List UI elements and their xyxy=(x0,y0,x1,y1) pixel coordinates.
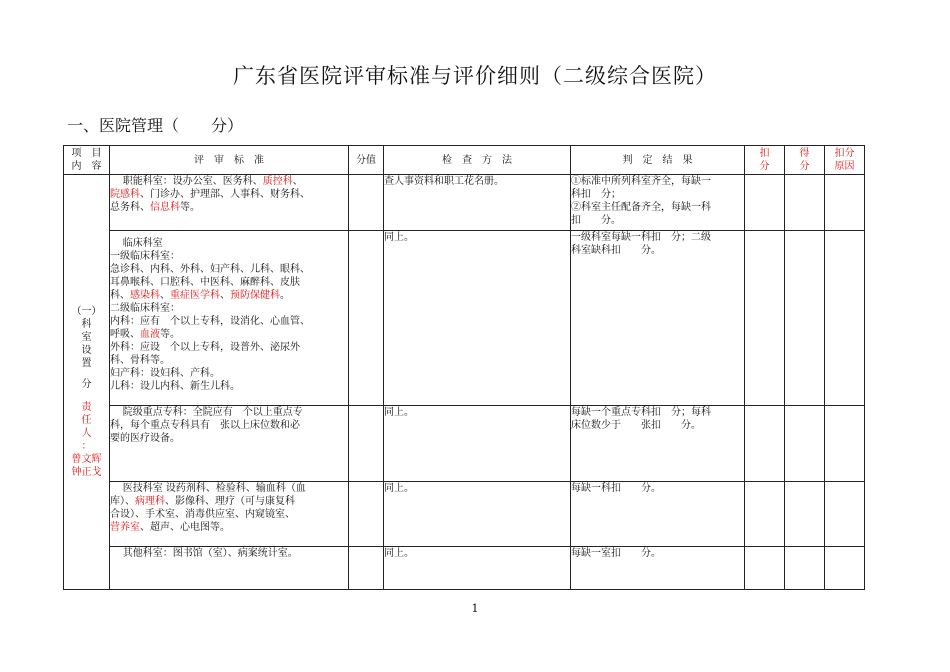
highlighted-department: 营养室 xyxy=(110,522,140,533)
responsible-label: 任 xyxy=(81,415,92,426)
score-cell xyxy=(349,231,384,406)
header-earned xyxy=(785,146,825,175)
score-cell xyxy=(349,406,384,482)
criteria-text: 、 xyxy=(160,290,170,301)
header-score: 分值 xyxy=(349,146,384,175)
reason-cell xyxy=(825,231,865,406)
criteria-text: 院级重点专科：全院应有 个以上重点专 科，每个重点专科具有 张以上床位数和必 要的医疗设备。 xyxy=(110,407,303,444)
header-reason-bottom: 原因 xyxy=(834,161,855,172)
deduct-cell xyxy=(745,231,785,406)
result-cell: 每缺一科扣 分。 xyxy=(571,482,745,547)
responsible-person: 曾文辉 xyxy=(71,454,102,465)
deduct-cell xyxy=(745,406,785,482)
deduct-cell xyxy=(745,547,785,590)
earned-cell xyxy=(785,406,825,482)
document-title: 广东省医院评审标准与评价细则（二级综合医院） xyxy=(233,64,717,88)
deduct-cell xyxy=(745,175,785,231)
criteria-text: 临床科室 一级临床科室： 急诊科、内科、外科、妇产科、儿科、眼科、 耳鼻喉科、口腔科、中医科、麻醉科、皮肤 科、 xyxy=(110,238,310,301)
criteria-text: 其他科室：图书馆（室）、病案统计室。 xyxy=(110,548,298,559)
table-header-row xyxy=(64,146,865,175)
criteria-cell xyxy=(110,406,349,482)
responsible-colon: ： xyxy=(81,441,92,452)
category-char: 科 xyxy=(81,319,92,330)
reason-cell xyxy=(825,482,865,547)
method-cell: 同上。 xyxy=(384,547,571,590)
header-reason xyxy=(825,146,865,175)
highlighted-department: 感染科 xyxy=(130,290,160,301)
header-criteria: 评 审 标 准 xyxy=(110,146,349,175)
highlighted-department: 血液 xyxy=(140,329,160,340)
category-score-label: 分 xyxy=(81,379,92,390)
section-heading: 一、医院管理（ 分） xyxy=(67,116,244,135)
header-reason-top: 扣分 xyxy=(834,148,855,159)
criteria-text: 等。 外科：应设 个以上专科，设普外、泌尿外 科、骨科等。 妇产科：设妇科、产科。 儿科：设儿内科、新生儿科。 xyxy=(110,329,300,392)
criteria-text: 、影像科、理疗（可与康复科 合设）、手术室、消毒供应室、内窥镜室、 xyxy=(110,496,295,520)
earned-cell xyxy=(785,547,825,590)
table-row xyxy=(64,231,865,406)
criteria-text: 等。 xyxy=(180,202,200,213)
header-deduct xyxy=(745,146,785,175)
earned-cell xyxy=(785,175,825,231)
criteria-text: 、门诊办、护理部、人事科、财务科、 总务科、 xyxy=(110,189,310,213)
criteria-cell xyxy=(110,175,349,231)
reason-cell xyxy=(825,406,865,482)
method-cell: 同上。 xyxy=(384,482,571,547)
category-char: 设 xyxy=(81,345,92,356)
criteria-text: 、超声、心电图等。 xyxy=(140,522,230,533)
method-cell: 查人事资料和职工花名册。 xyxy=(384,175,571,231)
criteria-text: 医技科室 设药剂科、检验科、输血科（血 库）、 xyxy=(110,483,306,507)
evaluation-table xyxy=(63,145,865,590)
method-cell: 同上。 xyxy=(384,406,571,482)
table-row xyxy=(64,406,865,482)
highlighted-department: 信息科 xyxy=(150,202,180,213)
result-cell: ①标准中所列科室齐全，每缺一 科扣 分； ②科室主任配备齐全，每缺一科 扣 分。 xyxy=(571,175,745,231)
reason-cell xyxy=(825,175,865,231)
header-method: 检 查 方 法 xyxy=(384,146,571,175)
category-char: 置 xyxy=(81,358,92,369)
criteria-text: 、 xyxy=(292,176,303,187)
earned-cell xyxy=(785,231,825,406)
highlighted-department: 预防保健科 xyxy=(230,290,280,301)
category-char: 室 xyxy=(81,332,92,343)
criteria-text: 、 xyxy=(220,290,230,301)
criteria-cell xyxy=(110,231,349,406)
header-deduct-top: 扣 xyxy=(759,148,770,159)
table-row xyxy=(64,175,865,231)
criteria-text: 。 二级临床科室： 内科：应有 个以上专科，设消化、心血管、 呼吸、 xyxy=(110,290,310,340)
header-result: 判 定 结 果 xyxy=(571,146,745,175)
deduct-cell xyxy=(745,482,785,547)
score-cell xyxy=(349,547,384,590)
method-cell: 同上。 xyxy=(384,231,571,406)
responsible-label: 人 xyxy=(81,428,92,439)
result-cell: 每缺一室扣 分。 xyxy=(571,547,745,590)
result-cell: 每缺一个重点专科扣 分；每科 床位数少于 张扣 分。 xyxy=(571,406,745,482)
reason-cell xyxy=(825,547,865,590)
score-cell xyxy=(349,482,384,547)
category-number: （一） xyxy=(71,306,102,317)
header-deduct-bottom: 分 xyxy=(759,161,770,172)
header-item-content xyxy=(64,146,110,175)
earned-cell xyxy=(785,482,825,547)
highlighted-department: 院感科 xyxy=(110,189,140,200)
header-earned-bottom: 分 xyxy=(799,161,810,172)
criteria-cell xyxy=(110,547,349,590)
highlighted-department: 重症医学科 xyxy=(170,290,220,301)
result-cell: 一级科室每缺一科扣 分；二级 科室缺科扣 分。 xyxy=(571,231,745,406)
responsible-person: 钟正戈 xyxy=(71,467,102,478)
page-number: 1 xyxy=(471,602,479,615)
category-cell xyxy=(64,175,110,590)
criteria-cell xyxy=(110,482,349,547)
table-row xyxy=(64,547,865,590)
header-item-bottom: 内 容 xyxy=(71,161,102,172)
responsible-label: 责 xyxy=(81,402,92,413)
highlighted-department: 病理科 xyxy=(135,496,165,507)
highlighted-department: 质控科 xyxy=(262,176,293,187)
criteria-text: 职能科室：设办公室、医务科、 xyxy=(110,176,263,187)
score-cell xyxy=(349,175,384,231)
table-row xyxy=(64,482,865,547)
header-earned-top: 得 xyxy=(799,148,810,159)
header-item-top: 项 目 xyxy=(71,148,102,159)
